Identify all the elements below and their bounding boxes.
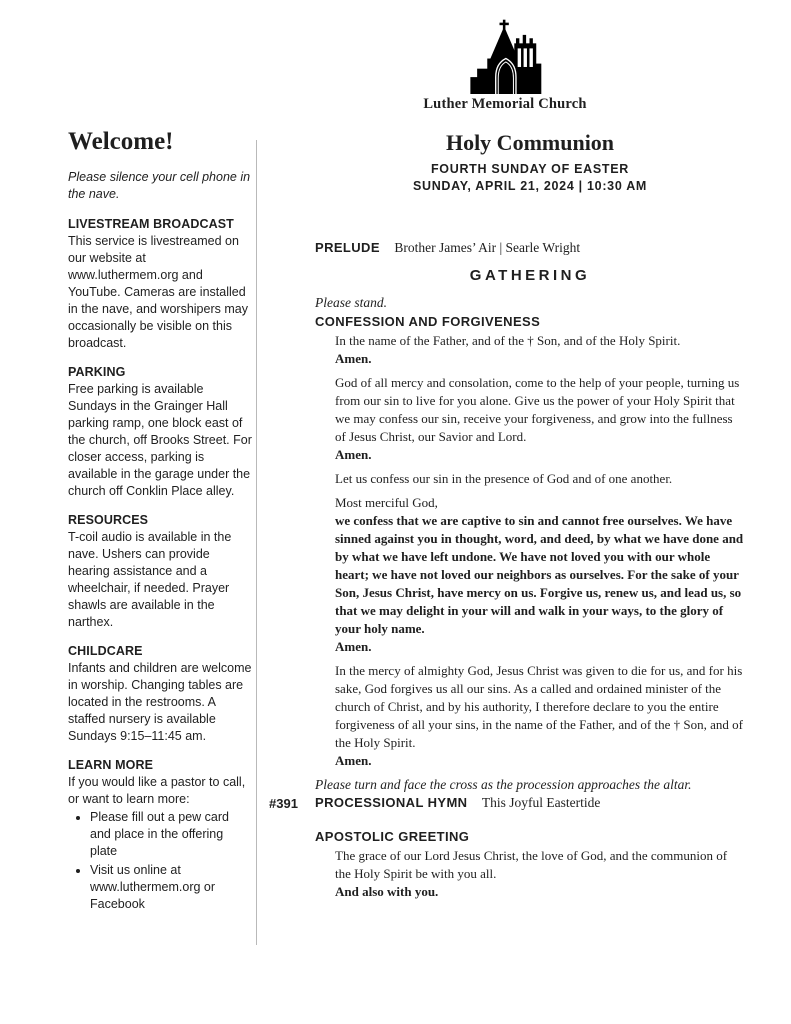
church-silhouette-icon: [455, 18, 555, 94]
liturgy-response: Amen.: [335, 447, 372, 462]
confession-paragraph: [335, 494, 745, 656]
learn-more-list: [68, 809, 252, 913]
silence-phone-note: Please silence your cell phone in the nave.: [68, 170, 251, 201]
service-subtitle-date: SUNDAY, APRIL 21, 2024 | 10:30 AM: [412, 178, 648, 193]
service-content: [269, 130, 745, 907]
section-heading: LIVESTREAM BROADCAST: [68, 217, 234, 231]
sidebar-section-parking: [68, 365, 252, 500]
sidebar-section-childcare: [68, 644, 252, 745]
church-name: Luther Memorial Church: [423, 96, 587, 112]
stand-rubric: Please stand.: [315, 295, 387, 310]
call-to-confession-paragraph: [335, 470, 745, 488]
section-heading: PARKING: [68, 365, 126, 379]
service-title: Holy Communion: [445, 130, 615, 155]
sidebar: [68, 128, 252, 926]
section-heading: LEARN MORE: [68, 758, 154, 772]
service-title-block: [315, 130, 745, 194]
section-body: T-coil audio is available in the nave. Ushers can provide hearing assistance and a wheelchair, if needed. Prayer shawls are available in the narthex.: [68, 530, 232, 629]
service-subtitle-day: FOURTH SUNDAY OF EASTER: [430, 162, 630, 176]
section-body: This service is livestreamed on our website at www.luthermem.org and YouTube. Cameras are installed in the nave, and worshipers may occasionally be visible on this broadcast.: [68, 234, 248, 350]
liturgy-text: In the name of the Father, and of the † Son, and of the Holy Spirit.: [335, 333, 681, 348]
prayer-of-mercy-paragraph: [335, 374, 745, 464]
list-item: • Visit us online at www.luthermem.org or Facebook: [90, 862, 252, 913]
liturgy-response: Amen.: [335, 351, 372, 366]
processional-hymn-row: [269, 794, 745, 812]
prelude-value: Brother James’ Air | Searle Wright: [394, 240, 581, 255]
procession-rubric: Please turn and face the cross as the procession approaches the altar.: [315, 777, 692, 792]
liturgy-text: In the mercy of almighty God, Jesus Christ was given to die for us, and for his sake, God forgives us all our sins. As a called and ordained minister of the church of Christ, and by his authority, I therefore declare to you the entire forgiveness of all your sins, in the name of the Father, and of the † Son, and of the Holy Spirit.: [335, 663, 743, 750]
gathering-heading: GATHERING: [469, 267, 591, 284]
hymn-label: PROCESSIONAL HYMN: [315, 795, 468, 810]
absolution-paragraph: [335, 662, 745, 770]
section-body: Infants and children are welcome in worship. Changing tables are located in the restrooms. A staffed nursery is available Sundays 9:15–11:45 am.: [68, 661, 252, 743]
liturgy-text: The grace of our Lord Jesus Christ, the love of God, and the communion of the Holy Spirit be with you all.: [335, 848, 728, 881]
sidebar-section-learn-more: [68, 758, 252, 913]
liturgy-congregation-text: we confess that we are captive to sin and cannot free ourselves. We have sinned against you in thought, word, and deed, by what we have done and by what we have left undone. We have not loved you with our whole heart; we have not loved our neighbors as ourselves. For the sake of your Son, Jesus Christ, have mercy on us. Forgive us, renew us, and lead us, so that we may delight in your will and walk in your ways, to the glory of your holy name.: [335, 513, 744, 636]
apostolic-greeting-heading: APOSTOLIC GREETING: [315, 829, 470, 844]
liturgy-text: God of all mercy and consolation, come to the help of your people, turning us from our sin to live for you alone. Give us the power of your Holy Spirit that we may confess our sin, receive your forgiveness, and grow into the fullness of Jesus Christ, our Savior and Lord.: [335, 375, 740, 444]
confession-heading: CONFESSION AND FORGIVENESS: [315, 314, 541, 329]
section-body: Free parking is available Sundays in the Grainger Hall parking ramp, one block east of the church, off Brooks Street. For closer access, parking is available in the garage under the church off Conklin Place alley.: [68, 382, 252, 498]
list-item: • Please fill out a pew card and place in the offering plate: [90, 809, 252, 860]
liturgy-response: And also with you.: [335, 884, 439, 899]
section-heading: RESOURCES: [68, 513, 149, 527]
liturgy-response: Amen.: [335, 639, 372, 654]
hymn-title: This Joyful Eastertide: [481, 795, 601, 810]
liturgy-response: Amen.: [335, 753, 372, 768]
welcome-title: Welcome!: [68, 128, 174, 155]
column-divider: [256, 140, 257, 945]
masthead: [375, 18, 635, 113]
hymn-number: #391: [269, 796, 298, 811]
sidebar-section-livestream: [68, 217, 252, 352]
liturgy-text: Let us confess our sin in the presence of God and of one another.: [335, 471, 673, 486]
prelude-row: [315, 239, 745, 256]
section-heading: CHILDCARE: [68, 644, 143, 658]
sidebar-section-resources: [68, 513, 252, 631]
prelude-label: PRELUDE: [315, 240, 380, 255]
liturgy-text: Most merciful God,: [335, 495, 438, 510]
invocation-paragraph: [335, 332, 745, 368]
greeting-paragraph: [335, 847, 745, 901]
section-body: If you would like a pastor to call, or want to learn more:: [68, 775, 246, 806]
